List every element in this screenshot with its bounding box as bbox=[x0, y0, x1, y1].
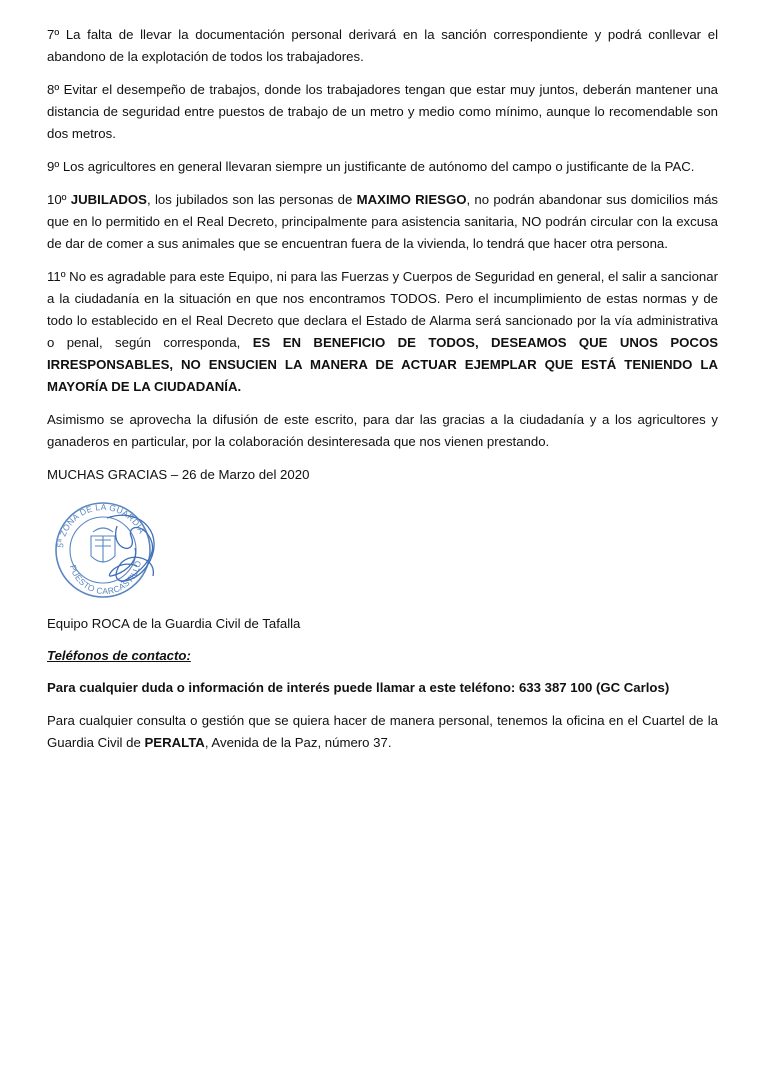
closing-line: MUCHAS GRACIAS – 26 de Marzo del 2020 bbox=[47, 467, 310, 482]
seal-emblem-icon bbox=[91, 528, 115, 562]
item-11-text: 11º No es agradable para este Equipo, ni para las Fuerzas y Cuerpos de Seguridad en general, el salir a sancionar a la ciudadanía en la situación en que nos encontramos TODOS. Pero el incumplimiento de estas normas y de todo lo establecido en el Real Decreto que declara el Estado de Alarma será sancionado por la vía administrativa o penal, según corresponda, bbox=[47, 269, 718, 350]
item-10 bbox=[47, 189, 718, 255]
document-page bbox=[47, 24, 718, 765]
office-suffix: , Avenida de la Paz, número 37. bbox=[204, 735, 392, 750]
contact-phone-line: Para cualquier duda o información de interés puede llamar a este teléfono: 633 387 100 (GC Carlos) bbox=[47, 680, 670, 695]
item-11 bbox=[47, 266, 718, 398]
seal-bottom-text: PUESTO CARCASTILLO bbox=[67, 559, 143, 597]
seal-top-text: 5ª ZONA DE LA GUARDIA bbox=[55, 501, 148, 549]
contact-heading: Teléfonos de contacto: bbox=[47, 648, 191, 663]
item-7: 7º La falta de llevar la documentación personal derivará en la sanción correspondiente y podrá conllevar el abandono de la explotación de todos los trabajadores. bbox=[47, 27, 718, 64]
signature-team: Equipo ROCA de la Guardia Civil de Tafalla bbox=[47, 616, 301, 631]
item-10-bold-jubilados: JUBILADOS bbox=[70, 192, 147, 207]
item-10-bold-riesgo: MAXIMO RIESGO bbox=[356, 192, 467, 207]
item-10-rest: , no podrán abandonar sus domicilios más que en lo permitido en el Real Decreto, principalmente para asistencia sanitaria, NO podrán circular con la excusa de dar de comer a sus animales que se encuentran fuera de la vivienda, lo tendrá que hacer otra persona. bbox=[47, 192, 719, 251]
office-town: PERALTA bbox=[144, 735, 205, 750]
item-8: 8º Evitar el desempeño de trabajos, donde los trabajadores tengan que estar muy juntos, deberán mantener una distancia de seguridad entre puestos de trabajo de un metro y medio como mínimo, aunque lo recomendable son dos metros. bbox=[47, 82, 718, 141]
seal-stamp-icon bbox=[47, 496, 177, 601]
item-9: 9º Los agricultores en general llevaran siempre un justificante de autónomo del campo o justificante de la PAC. bbox=[47, 159, 695, 174]
office-paragraph bbox=[47, 710, 718, 754]
item-10-number: 10º bbox=[47, 192, 71, 207]
official-seal bbox=[47, 496, 177, 601]
thanks-paragraph: Asimismo se aprovecha la difusión de este escrito, para dar las gracias a la ciudadanía y a los agricultores y ganaderos en particular, por la colaboración desinteresada que nos vienen prestando. bbox=[47, 412, 718, 449]
office-prefix: Para cualquier consulta o gestión que se quiera hacer de manera personal, tenemos la oficina en el Cuartel de la Guardia Civil de bbox=[47, 713, 718, 750]
item-11-bold: ES EN BENEFICIO DE TODOS, DESEAMOS QUE UNOS POCOS IRRESPONSABLES, NO ENSUCIEN LA MANERA DE ACTUAR EJEMPLAR QUE ESTÁ TENIENDO LA MAYORÍA DE LA CIUDADANÍA. bbox=[47, 335, 718, 394]
item-10-mid: , los jubilados son las personas de bbox=[146, 192, 357, 207]
